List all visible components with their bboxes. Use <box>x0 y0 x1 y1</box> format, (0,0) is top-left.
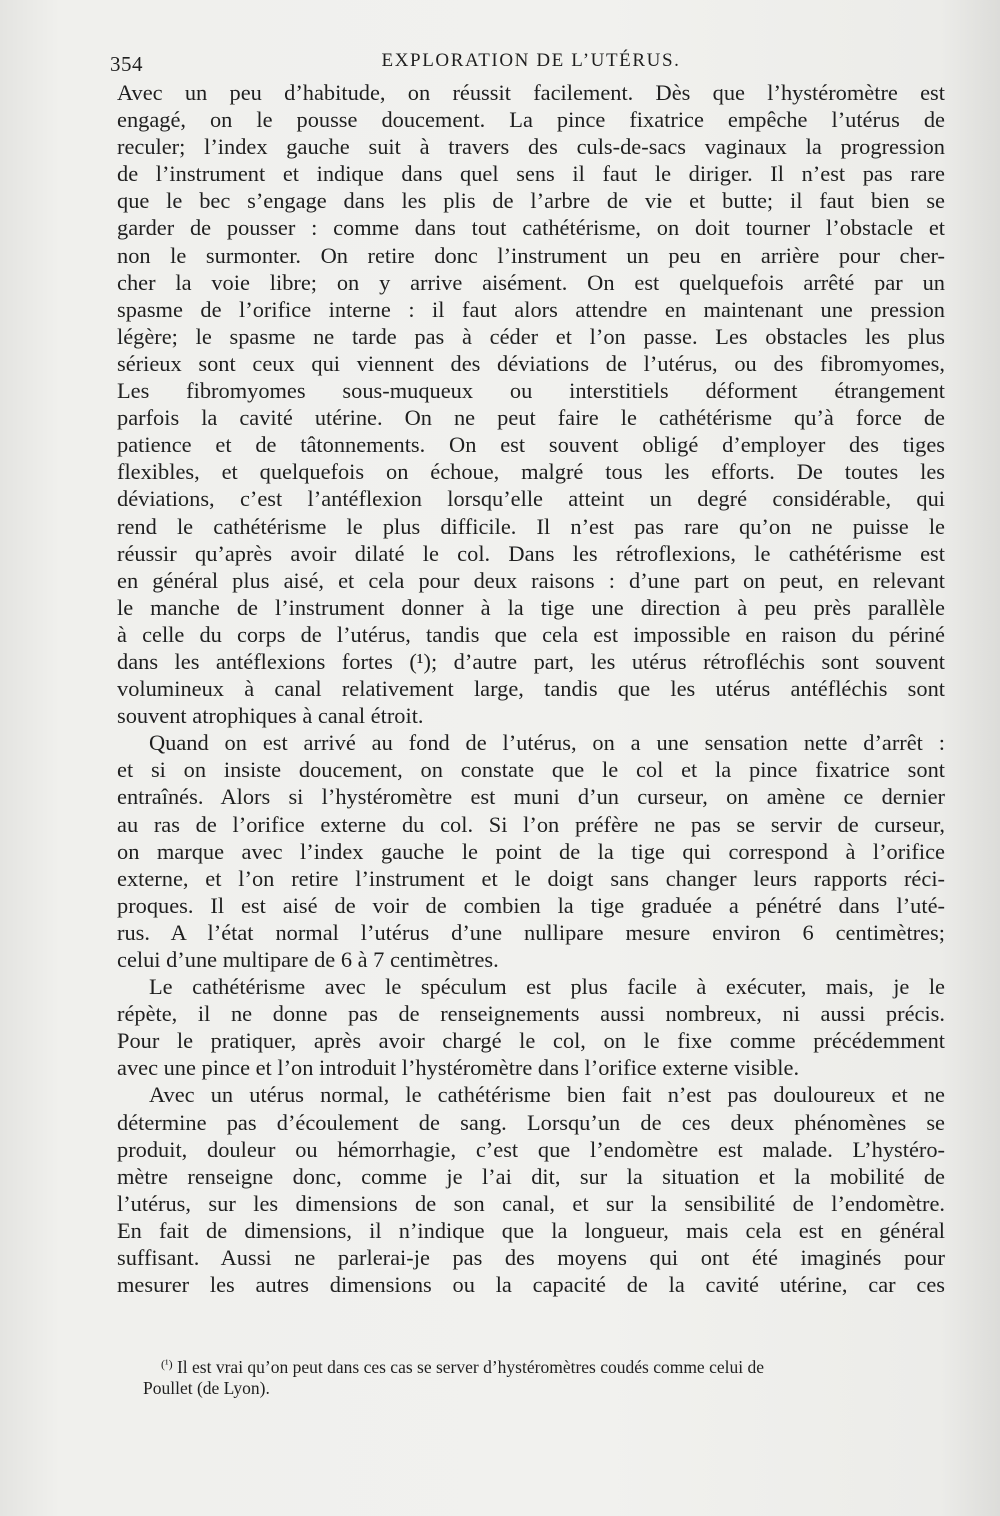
text-line: Les fibromyomes sous-muqueux ou interstitiels déforment étrangement <box>117 378 945 404</box>
footnote-line-2: Poullet (de Lyon). <box>143 1378 270 1398</box>
text-line: répète, il ne donne pas de renseignements aussi nombreux, ni aussi précis. <box>117 1001 945 1027</box>
text-line: volumineux à canal relativement large, tandis que les utérus antéfléchis sont <box>117 676 945 702</box>
text-line: suffisant. Aussi ne parlerai-je pas des moyens qui ont été imaginés pour <box>117 1245 945 1271</box>
text-line: légère; le spasme ne tarde pas à céder et l’on passe. Les obstacles les plus <box>117 323 945 349</box>
text-line: Avec un peu d’habitude, on réussit facilement. Dès que l’hystéromètre est <box>117 80 945 105</box>
text-line: En fait de dimensions, il n’indique que la longueur, mais cela est en général <box>117 1217 945 1243</box>
text-line: avec une pince et l’on introduit l’hystéromètre dans l’orifice externe visible. <box>117 1055 800 1081</box>
text-line: déviations, c’est l’antéflexion lorsqu’elle atteint un degré considérable, qui <box>117 486 945 512</box>
footnote-mark: (¹) <box>161 1357 173 1371</box>
text-line: en général plus aisé, et cela pour deux raisons : d’une part on peut, en relevant <box>117 567 945 593</box>
body-text <box>117 79 945 1298</box>
text-line: externe, et l’on retire l’instrument et le doigt sans changer leurs rapports réci- <box>117 865 945 891</box>
text-line: reculer; l’index gauche suit à travers des culs-de-sacs vaginaux la progression <box>117 134 945 160</box>
text-line: rend le cathétérisme le plus difficile. Il n’est pas rare qu’on ne puisse le <box>117 513 945 539</box>
text-line: cher la voie libre; on y arrive aisément. On est quelquefois arrêté par un <box>117 269 945 295</box>
text-line: réussir qu’après avoir dilaté le col. Dans les rétroflexions, le cathétérisme est <box>117 540 945 566</box>
text-line: garder de pousser : comme dans tout cathétérisme, on doit tourner l’obstacle et <box>117 215 945 241</box>
text-line: au ras de l’orifice externe du col. Si l’on préfère ne pas se servir de curseur, <box>117 811 945 837</box>
text-line: patience et de tâtonnements. On est souvent obligé d’employer des tiges <box>117 432 945 458</box>
running-title: EXPLORATION DE L’UTÉRUS. <box>381 50 681 71</box>
text-line: rus. A l’état normal l’utérus d’une nullipare mesure environ 6 centimètres; <box>117 919 945 945</box>
text-line: entraînés. Alors si l’hystéromètre est muni d’un curseur, on amène ce dernier <box>117 784 945 810</box>
text-line: Avec un utérus normal, le cathétérisme bien fait n’est pas douloureux et ne <box>149 1082 945 1108</box>
text-line: Quand on est arrivé au fond de l’utérus, on a une sensation nette d’arrêt : <box>149 730 945 756</box>
text-line: mesurer les autres dimensions ou la capacité de la cavité utérine, car ces <box>117 1272 945 1298</box>
text-line: et si on insiste doucement, on constate que le col et la pince fixatrice sont <box>117 757 945 783</box>
page-number: 354 <box>110 52 143 76</box>
text-line: produit, douleur ou hémorrhagie, c’est que l’endomètre est malade. L’hystéro- <box>117 1136 945 1162</box>
text-line: spasme de l’orifice interne : il faut alors attendre en maintenant une pression <box>117 296 945 322</box>
text-line: à celle du corps de l’utérus, tandis que cela est impossible en raison du périné <box>117 621 945 647</box>
text-line: sérieux sont ceux qui viennent des déviations de l’utérus, ou des fibromyomes, <box>117 350 945 376</box>
text-line: flexibles, et quelquefois on échoue, malgré tous les efforts. De toutes les <box>117 459 945 485</box>
footnote <box>145 1352 945 1400</box>
text-line: parfois la cavité utérine. On ne peut faire le cathétérisme qu’à force de <box>117 405 945 431</box>
text-line: engagé, on le pousse doucement. La pince fixatrice empêche l’utérus de <box>117 107 945 133</box>
text-line: mètre renseigne donc, comme je l’ai dit, sur la situation et la mobilité de <box>117 1163 945 1189</box>
text-line: le manche de l’instrument donner à la tige une direction à peu près parallèle <box>117 594 945 620</box>
text-line: de l’instrument et indique dans quel sens il faut le diriger. Il n’est pas rare <box>117 161 945 187</box>
footnote-text: Il est vrai qu’on peut dans ces cas se server d’hystéromètres coudés comme celui de <box>176 1357 764 1377</box>
text-line: non le surmonter. On retire donc l’instrument un peu en arrière pour cher- <box>117 242 945 268</box>
text-line: que le bec s’engage dans les plis de l’arbre de vie et butte; il faut bien se <box>117 188 945 214</box>
text-line: détermine pas d’écoulement de sang. Lorsqu’un de ces deux phénomènes se <box>117 1109 945 1135</box>
text-line: dans les antéflexions fortes (¹); d’autre part, les utérus rétrofléchis sont souvent <box>117 648 945 674</box>
text-line: proques. Il est aisé de voir de combien la tige graduée a pénétré dans l’uté- <box>117 892 945 918</box>
text-line: souvent atrophiques à canal étroit. <box>117 703 424 729</box>
text-line: celui d’une multipare de 6 à 7 centimètres. <box>117 947 499 972</box>
text-line: Pour le pratiquer, après avoir chargé le col, on le fixe comme précédemment <box>117 1028 945 1054</box>
text-line: on marque avec l’index gauche le point de la tige qui correspond à l’orifice <box>117 838 945 864</box>
footnote-line-1 <box>145 1352 945 1376</box>
text-line: Le cathétérisme avec le spéculum est plus facile à exécuter, mais, je le <box>149 974 945 1000</box>
page-header <box>110 46 952 76</box>
text-line: l’utérus, sur les dimensions de son canal, et sur la sensibilité de l’endomètre. <box>117 1190 945 1216</box>
